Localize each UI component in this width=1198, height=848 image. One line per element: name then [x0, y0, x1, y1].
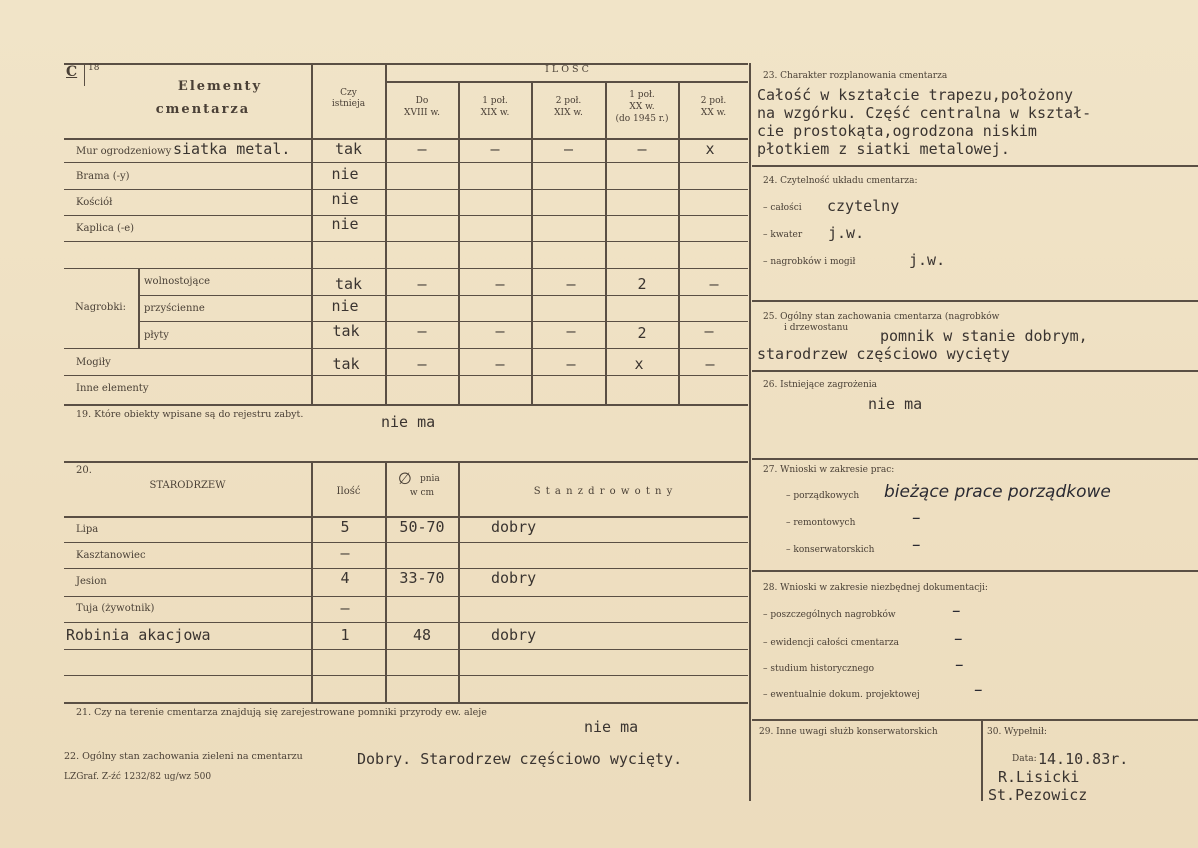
q27-label: 27. Wnioski w zakresie prac:	[763, 465, 895, 475]
element-value: –	[490, 140, 500, 158]
q27-row-answer: –	[912, 508, 921, 528]
graves-value: –	[495, 275, 505, 293]
exists-header-line1: Czy	[340, 88, 357, 98]
tree-health: dobry	[491, 626, 537, 644]
tree-health: dobry	[491, 518, 537, 536]
element-exists: nie	[331, 215, 359, 233]
element-label: Mur ogrodzeniowy	[76, 146, 172, 157]
trees-diameter-line1: pnia	[420, 474, 440, 484]
q24-label: 24. Czytelność układu cmentarza:	[763, 176, 918, 186]
element-exists: nie	[331, 165, 359, 183]
element-value: –	[563, 140, 574, 158]
graves-row-label: płyty	[144, 330, 169, 341]
graves-value: –	[566, 275, 576, 293]
trees-number: 20.	[76, 465, 92, 476]
q27-row-answer: bieżące prace porządkowe	[884, 482, 1111, 502]
diameter-icon: ∅	[398, 469, 412, 488]
q23-answer-line: cie prostokąta,ogrodzona niskim	[757, 122, 1037, 140]
graves-row-label: wolnostojące	[144, 276, 210, 287]
tree-qty: 1	[340, 626, 350, 644]
tree-diameter: 48	[412, 626, 432, 644]
tree-diameter: 33-70	[399, 569, 445, 587]
tree-name: Kasztanowiec	[76, 550, 146, 561]
mogily-value: –	[417, 355, 427, 373]
q26-label: 26. Istniejące zagrożenia	[763, 380, 878, 390]
q30-label: 30. Wypełnił:	[987, 727, 1047, 737]
tree-name-typed: Robinia akacjowa	[66, 626, 211, 644]
q30-name1: R.Lisicki	[998, 768, 1080, 786]
period-2-line2: XIX w.	[480, 108, 510, 118]
graves-exists: tak	[334, 275, 363, 293]
element-label: Brama (-y)	[76, 171, 130, 182]
q23-answer-line: na wzgórku. Część centralna w kształ-	[757, 104, 1092, 122]
q28-row-label: – studium historycznego	[763, 664, 875, 674]
q28-row-answer: –	[954, 629, 963, 649]
period-1-line1: Do	[415, 96, 429, 106]
tree-name: Tuja (żywotnik)	[76, 603, 155, 614]
graves-value: –	[566, 322, 576, 340]
q28-row-label: – ewentualnie dokum. projektowej	[763, 690, 920, 700]
q24-row-answer: j.w.	[828, 224, 865, 242]
graves-row-label: przyścienne	[144, 303, 205, 314]
mogily-value: –	[495, 355, 505, 373]
q28-row-label: – poszczególnych nagrobków	[763, 610, 896, 620]
q26-answer: nie ma	[868, 395, 923, 413]
tree-health: dobry	[491, 569, 537, 587]
element-exists: nie	[331, 190, 359, 208]
tree-name: Lipa	[76, 524, 99, 535]
tree-qty: 4	[340, 569, 350, 587]
period-5-line1: 2 poł.	[700, 96, 727, 106]
period-4-line2: XX w.	[629, 102, 655, 112]
q28-row-answer: –	[974, 680, 983, 700]
elements-title-line2: cmentarza	[155, 102, 251, 117]
tree-qty: –	[340, 599, 350, 617]
q28-row-answer: –	[955, 655, 964, 675]
q27-row-label: – konserwatorskich	[786, 545, 875, 555]
q24-row-label: – nagrobków i mogił	[763, 257, 856, 267]
graves-value: –	[495, 322, 505, 340]
q25-answer-line2: starodrzew częściowo wycięty	[757, 345, 1010, 363]
other-elements-label: Inne elementy	[76, 383, 149, 394]
graves-value: –	[417, 322, 427, 340]
graves-label: Nagrobki:	[75, 302, 126, 313]
q24-row-answer: czytelny	[827, 197, 900, 215]
mogily-value: –	[705, 355, 715, 373]
graves-value: 2	[637, 324, 647, 342]
q28-label: 28. Wnioski w zakresie niezbędnej dokumentacji:	[763, 583, 988, 593]
q25-answer-line1: pomnik w stanie dobrym,	[880, 327, 1088, 345]
q21-label: 21. Czy na terenie cmentarza znajdują się zarejestrowane pomniki przyrody ew. aleje	[76, 707, 487, 718]
q24-row-label: – całości	[763, 203, 802, 213]
mogily-value: x	[634, 355, 644, 373]
q23-label: 23. Charakter rozplanowania cmentarza	[763, 71, 948, 81]
element-typed-label: siatka metal.	[173, 140, 291, 158]
q25-label-line2: i drzewostanu	[784, 323, 849, 333]
element-exists: tak	[334, 140, 363, 158]
period-3-line1: 2 poł.	[555, 96, 582, 106]
element-label: Kaplica (-e)	[76, 223, 135, 234]
q28-row-answer: –	[952, 601, 961, 621]
graves-exists: tak	[332, 322, 360, 340]
trees-qty-header: Ilość	[336, 486, 361, 497]
trees-title: STARODRZEW	[149, 480, 226, 491]
card-number: 18	[88, 63, 100, 73]
q19-answer: nie ma	[381, 413, 436, 431]
exists-header-line2: istnieja	[331, 99, 366, 109]
period-2-line1: 1 poł.	[482, 96, 508, 106]
q24-row-label: – kwater	[763, 230, 803, 240]
period-1-line2: XVIII w.	[404, 108, 440, 118]
tree-name: Jesion	[76, 576, 107, 587]
mogily-value: –	[566, 355, 576, 373]
element-value: –	[637, 140, 647, 158]
period-4-line3: (do 1945 r.)	[615, 114, 669, 124]
graves-value: 2	[637, 275, 647, 293]
trees-health-header: S t a n z d r o w o t n y	[533, 486, 674, 497]
q23-answer-line: płotkiem z siatki metalowej.	[757, 140, 1010, 158]
q30-date: 14.10.83r.	[1038, 750, 1129, 768]
q27-row-answer: –	[912, 535, 921, 555]
period-3-line2: XIX w.	[554, 108, 583, 118]
graves-exists: nie	[331, 297, 359, 315]
tree-qty: 5	[340, 518, 350, 536]
element-value: x	[705, 140, 715, 158]
graves-value: –	[704, 322, 714, 340]
tree-diameter: 50-70	[399, 518, 445, 536]
q22-label: 22. Ogólny stan zachowania zieleni na cmentarzu	[64, 751, 303, 762]
element-value: –	[417, 140, 427, 158]
period-4-line1: 1 poł.	[629, 90, 655, 100]
q27-row-label: – remontowych	[786, 518, 856, 528]
q25-label-line1: 25. Ogólny stan zachowania cmentarza (nagrobków	[763, 312, 1000, 322]
printer-note: LZGraf. Z-źć 1232/82 ug/wz 500	[64, 772, 212, 782]
q23-answer-line: Całość w kształcie trapezu,położony	[757, 86, 1074, 104]
card-code: C	[66, 64, 78, 80]
q30-name2: St.Pezowicz	[988, 786, 1088, 804]
q24-row-answer: j.w.	[909, 251, 946, 269]
q21-answer: nie ma	[584, 718, 639, 736]
q22-answer: Dobry. Starodrzew częściowo wycięty.	[357, 750, 683, 768]
elements-title-line1: Elementy	[177, 79, 263, 94]
q29-label: 29. Inne uwagi służb konserwatorskich	[759, 727, 938, 737]
element-label: Kościół	[76, 197, 113, 208]
q19-label: 19. Które obiekty wpisane są do rejestru zabyt.	[76, 409, 304, 420]
mogily-label: Mogiły	[76, 357, 111, 368]
trees-diameter-line2: w cm	[409, 488, 435, 498]
q27-row-label: – porządkowych	[786, 491, 860, 501]
q30-date-label: Data:	[1012, 754, 1037, 764]
period-5-line2: XX w.	[700, 108, 727, 118]
graves-value: –	[417, 275, 427, 293]
mogily-exists: tak	[332, 355, 360, 373]
tree-qty: –	[340, 544, 350, 562]
quantity-header: I L O Ś Ć	[545, 64, 589, 75]
graves-value: –	[709, 275, 719, 293]
q28-row-label: – ewidencji całości cmentarza	[763, 638, 899, 648]
